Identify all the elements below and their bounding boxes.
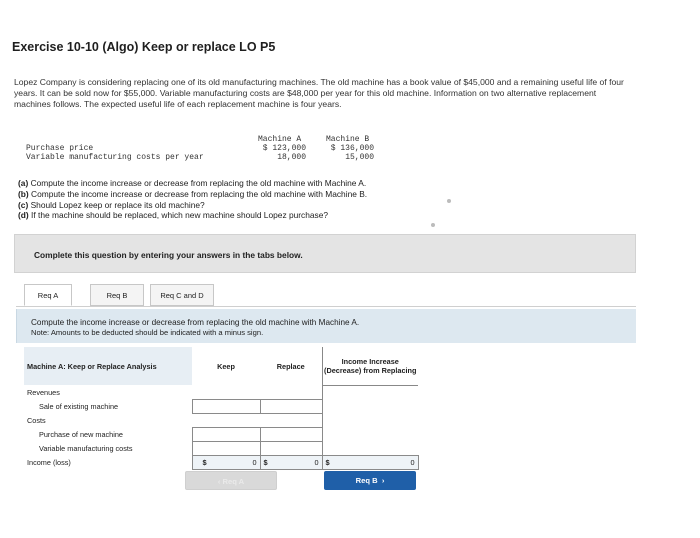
- chevron-left-icon: ‹: [217, 477, 223, 486]
- input-sale-keep[interactable]: [192, 399, 260, 413]
- data-machine-a-price: $ 123,000: [262, 144, 306, 153]
- next-req-button[interactable]: Req B ›: [324, 471, 416, 490]
- tab-req-c-and-d[interactable]: Req C and D: [150, 284, 214, 306]
- instructions-banner: [14, 234, 636, 273]
- decorative-dot: [447, 199, 451, 203]
- problem-intro: Lopez Company is considering replacing one of its old manufacturing machines. The old machine has a book value of $45,000 and a remaining useful life of four years. It can be sold now for $55,000. Variable manufacturing costs are $48,000 per year for this old machine. Information on two alternative replacement machines follows. The expected useful life of each replacement machine is four years.: [14, 77, 624, 109]
- chevron-right-icon: ›: [377, 476, 385, 485]
- table-row: [24, 427, 418, 441]
- prev-req-button[interactable]: ‹ Req A: [185, 471, 277, 490]
- question-d: (d) If the machine should be replaced, which new machine should Lopez purchase?: [18, 210, 329, 221]
- data-header-machine-b: Machine B: [326, 135, 370, 144]
- analysis-header-label: Machine A: Keep or Replace Analysis: [24, 347, 192, 385]
- tab-req-b[interactable]: Req B: [90, 284, 144, 306]
- table-row: [24, 399, 418, 413]
- row-label-revenues: Revenues: [27, 387, 60, 397]
- data-machine-b-price: $ 136,000: [330, 144, 374, 153]
- col-header-replace: Replace: [276, 361, 305, 371]
- col-header-keep: Keep: [217, 361, 235, 371]
- data-machine-a-variable: 18,000: [277, 153, 306, 162]
- instruction-text: Compute the income increase or decrease from replacing the old machine with Machine A.: [31, 318, 360, 327]
- data-header-machine-a: Machine A: [258, 135, 302, 144]
- row-label-variable-costs: Variable manufacturing costs: [39, 443, 133, 453]
- total-increase-value: 0: [410, 457, 415, 467]
- table-row-income: [24, 455, 418, 469]
- currency-symbol: $: [263, 457, 268, 467]
- total-replace: [260, 455, 322, 469]
- data-machine-b-variable: 15,000: [345, 153, 374, 162]
- total-keep: [192, 455, 260, 469]
- data-label-purchase: Purchase price: [26, 144, 94, 153]
- keep-replace-table: [24, 347, 419, 470]
- input-variable-keep[interactable]: [192, 441, 260, 455]
- table-row: [24, 441, 418, 455]
- row-label-purchase-new: Purchase of new machine: [39, 429, 123, 439]
- question-c: (c) Should Lopez keep or replace its old machine?: [18, 199, 205, 210]
- currency-symbol: $: [202, 457, 207, 467]
- decorative-dot: [431, 223, 435, 227]
- question-list: [18, 178, 638, 221]
- table-row: [24, 413, 418, 427]
- input-variable-replace[interactable]: [260, 441, 322, 455]
- row-label-income: Income (loss): [27, 457, 71, 467]
- row-label-costs: Costs: [27, 415, 46, 425]
- input-sale-replace[interactable]: [260, 399, 322, 413]
- banner-text: Complete this question by entering your answers in the tabs below.: [34, 250, 303, 260]
- row-label-sale-existing: Sale of existing machine: [39, 401, 119, 411]
- total-increase: [322, 455, 418, 469]
- currency-symbol: $: [325, 457, 330, 467]
- col-header-increase: Income Increase (Decrease) from Replacing: [322, 347, 418, 385]
- question-b: (b) Compute the income increase or decrease from replacing the old machine with Machine B.: [18, 188, 368, 199]
- page-title: Exercise 10-10 (Algo) Keep or replace LO P5: [12, 40, 276, 54]
- total-keep-value: 0: [252, 457, 257, 467]
- input-purchase-keep[interactable]: [192, 427, 260, 441]
- instruction-note: Note: Amounts to be deducted should be indicated with a minus sign.: [31, 328, 264, 337]
- data-label-variable: Variable manufacturing costs per year: [26, 153, 204, 162]
- tab-req-a[interactable]: Req A: [24, 284, 72, 306]
- total-replace-value: 0: [314, 457, 319, 467]
- instruction-box: [16, 309, 636, 343]
- input-purchase-replace[interactable]: [260, 427, 322, 441]
- table-row: [24, 385, 418, 399]
- question-a: (a) Compute the income increase or decrease from replacing the old machine with Machine A.: [18, 178, 367, 188]
- tabs-divider: [16, 306, 636, 307]
